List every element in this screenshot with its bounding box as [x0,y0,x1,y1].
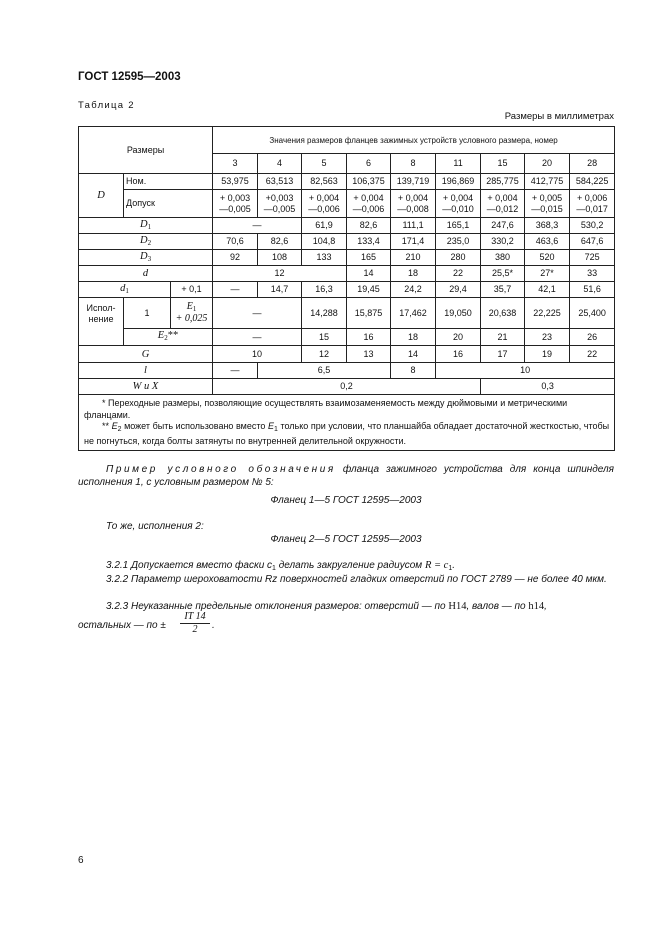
fraction-denominator: 2 [192,624,198,635]
table-cell: 210 [391,250,436,266]
table-cell: 14 [391,346,436,363]
table-cell: 14,288 [302,298,347,329]
footnote-1: * Переходные размеры, позволяющие осуществлять взаимозаменяемость между дюймовыми и метрическими фланцами. [84,398,568,420]
table-cell: 584,225 [570,174,615,190]
table-cell: 29,4 [436,282,481,298]
values-header: Значения размеров фланцев зажимных устройств условного размера, номер [213,127,615,154]
table-cell: 61,9 [302,218,347,234]
table-row [79,266,615,282]
row-label-d: d [79,266,213,282]
table-row [79,395,615,451]
table-row [79,250,615,266]
table-cell: 106,375 [347,174,391,190]
table-cell: 330,2 [481,234,525,250]
page-number: 6 [78,855,84,866]
table-cell: 647,6 [570,234,615,250]
fraction-numerator: IT 14 [180,611,210,624]
table-cell: 412,775 [525,174,570,190]
table-cell: 17,462 [391,298,436,329]
dimensions-table [78,126,615,451]
table-row [79,174,615,190]
table-cell: 25,5* [481,266,525,282]
table-cell: 82,563 [302,174,347,190]
example-designation-1: Фланец 1—5 ГОСТ 12595—2003 [270,495,422,506]
table-cell: 63,513 [258,174,302,190]
table-cell: + 0,004 —0,006 [347,190,391,218]
example-designation-2: Фланец 2—5 ГОСТ 12595—2003 [270,534,422,545]
table-cell: 51,6 [570,282,615,298]
column-header-sizes: Размеры [79,127,213,174]
table-cell: 42,1 [525,282,570,298]
table-cell: 82,6 [258,234,302,250]
table-cell: 280 [436,250,481,266]
table-cell: 92 [213,250,258,266]
table-cell: 13 [347,346,391,363]
table-cell: 12 [213,266,347,282]
table-cell: 196,869 [436,174,481,190]
row-label-l: l [79,363,213,379]
table-cell: 171,4 [391,234,436,250]
row-label-D1: $D_1$ [79,218,213,234]
table-row [79,329,615,346]
clause-3-2-3: 3.2.3 Неуказанные предельные отклонения размеров: отверстий — по H14, валов — по h14, [106,601,547,612]
example-paragraph: Пример условного обозначения фланца зажимного устройства для конца шпинделя исполнения 1, с условным размером № 5: [78,464,614,488]
table-cell: 18 [391,329,436,346]
size-cell: 8 [391,154,436,174]
table-cell: 25,400 [570,298,615,329]
clause-3-2-3-continuation: остальных — по ± [78,620,166,631]
row-label-WX: W и X [79,379,213,395]
table-cell: 133,4 [347,234,391,250]
size-cell: 28 [570,154,615,174]
table-row [79,346,615,363]
table-cell: 111,1 [391,218,436,234]
table-cell: — [213,329,302,346]
table-cell: 20,638 [481,298,525,329]
table-cell: 8 [391,363,436,379]
row-label-D2: $D_2$ [79,234,213,250]
table-cell: 530,2 [570,218,615,234]
table-cell: 23 [525,329,570,346]
table-row [79,190,615,218]
table-cell: 24,2 [391,282,436,298]
document-header: ГОСТ 12595—2003 [78,71,181,83]
size-cell: 11 [436,154,481,174]
table-cell: 16 [347,329,391,346]
table-cell: 10 [436,363,615,379]
row-label-E2: $E_2**$ [124,329,213,346]
table-cell: 19,45 [347,282,391,298]
size-cell: 3 [213,154,258,174]
table-cell: 70,6 [213,234,258,250]
table-footnotes [79,395,615,451]
size-cell: 20 [525,154,570,174]
table-cell: 53,975 [213,174,258,190]
row-label-execution: Испол-нение [79,298,124,346]
table-cell: + 0,1 [171,282,213,298]
table-cell: — [213,282,258,298]
table-cell: 15,875 [347,298,391,329]
size-cell: 6 [347,154,391,174]
size-cell: 4 [258,154,302,174]
table-cell: 22 [436,266,481,282]
table-cell: 14,7 [258,282,302,298]
row-label-d1: $d_1$ [79,282,171,298]
table-cell: 12 [302,346,347,363]
units-note: Размеры в миллиметрах [504,111,614,122]
table-row [79,282,615,298]
table-row [79,379,615,395]
table-cell: 16 [436,346,481,363]
size-cell: 5 [302,154,347,174]
table-cell: 21 [481,329,525,346]
row-label-tolerance: Допуск [124,190,213,218]
table-cell: 139,719 [391,174,436,190]
table-cell: — [213,363,258,379]
table-cell: 14 [347,266,391,282]
table-cell: 19,050 [436,298,481,329]
table-row [79,363,615,379]
table-cell: 133 [302,250,347,266]
table-cell: 165 [347,250,391,266]
footnote-2: ** $E_2$ может быть использовано вместо $E_1$ только при условии, что планшайба обладает достаточной жесткостью, чтобы не погнуться, когда болты затянуты по внутренней делительной окружности. [84,421,610,446]
table-cell: 463,6 [525,234,570,250]
table-cell: — [213,218,302,234]
table-label: Таблица 2 [78,100,135,111]
table-cell: +0,003 —0,005 [258,190,302,218]
table-cell: 0,3 [481,379,615,395]
clause-3-2-2: 3.2.2 Параметр шероховатости Rz поверхностей гладких отверстий по ГОСТ 2789 — не более 40 мкм. [106,574,607,585]
row-label-E1: $E_1$ + 0,025 [171,298,213,329]
table-cell: 26 [570,329,615,346]
table-cell: 33 [570,266,615,282]
table-cell: + 0,003 —0,005 [213,190,258,218]
table-cell: + 0,005 —0,015 [525,190,570,218]
table-cell: 18 [391,266,436,282]
table-cell: 82,6 [347,218,391,234]
table-cell: 22 [570,346,615,363]
table-cell: 285,775 [481,174,525,190]
table-cell: — [213,298,302,329]
table-cell: 108 [258,250,302,266]
table-cell: 235,0 [436,234,481,250]
table-cell: 16,3 [302,282,347,298]
execution-number: 1 [124,298,171,329]
table-cell: 20 [436,329,481,346]
fraction [180,611,210,636]
table-cell: + 0,004 —0,010 [436,190,481,218]
table-cell: 247,6 [481,218,525,234]
clause-3-2-1: 3.2.1 Допускается вместо фаски $c_1$ делать закругление радиусом $R = c_1$. [106,560,456,572]
table-cell: 380 [481,250,525,266]
row-label-nom: Ном. [124,174,213,190]
clause-end: . [212,620,215,631]
table-cell: 6,5 [258,363,391,379]
table-cell: 368,3 [525,218,570,234]
size-cell: 15 [481,154,525,174]
table-cell: 27* [525,266,570,282]
same-execution-2: То же, исполнения 2: [106,521,204,532]
table-row [79,234,615,250]
table-cell: 10 [213,346,302,363]
table-cell: 520 [525,250,570,266]
table-cell: 104,8 [302,234,347,250]
table-cell: 15 [302,329,347,346]
table-cell: 165,1 [436,218,481,234]
table-row [79,218,615,234]
row-label-D: D [79,174,124,218]
table-cell: 725 [570,250,615,266]
table-cell: + 0,006 —0,017 [570,190,615,218]
table-cell: 19 [525,346,570,363]
table-cell: + 0,004 —0,008 [391,190,436,218]
row-label-D3: $D_3$ [79,250,213,266]
row-label-G: G [79,346,213,363]
table-cell: 35,7 [481,282,525,298]
table-cell: 22,225 [525,298,570,329]
table-cell: 0,2 [213,379,481,395]
table-cell: + 0,004 —0,006 [302,190,347,218]
table-cell: + 0,004 —0,012 [481,190,525,218]
table-cell: 17 [481,346,525,363]
table-row [79,298,615,329]
